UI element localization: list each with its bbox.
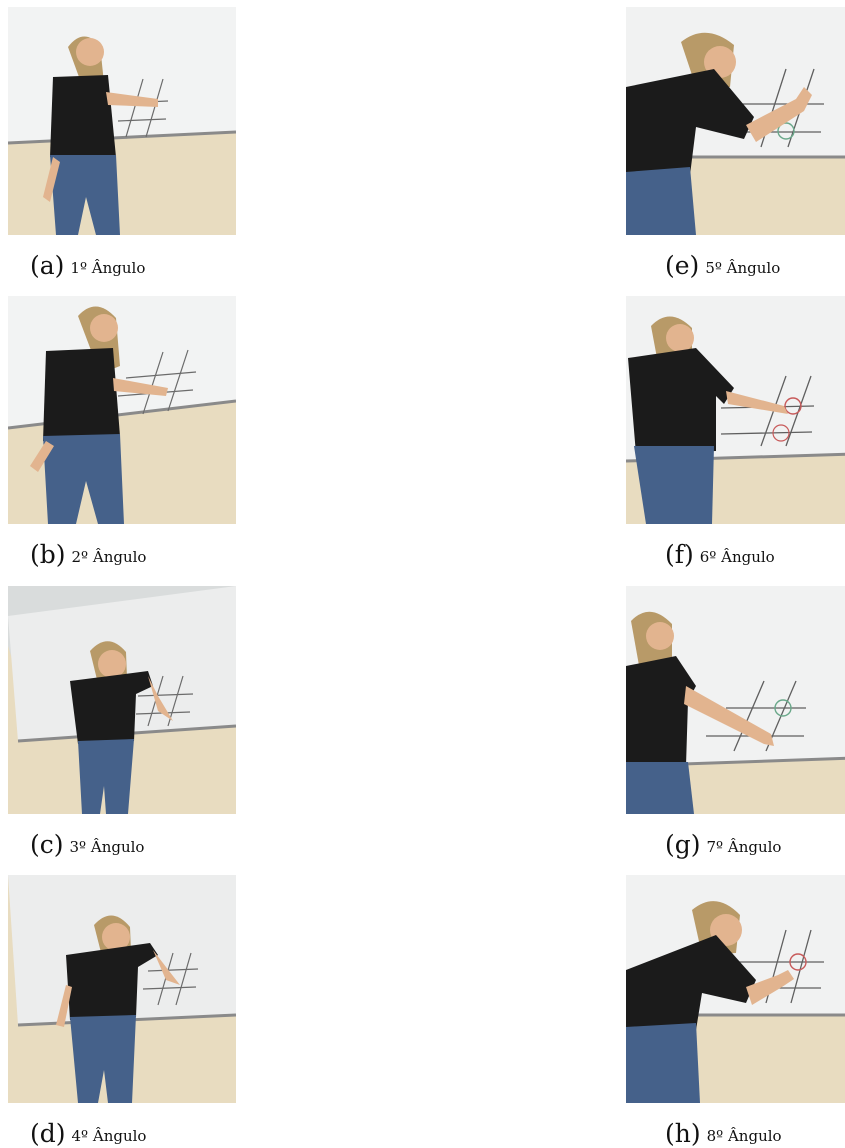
caption-label: 5º Ângulo [705,259,781,277]
figure-caption [30,1121,146,1146]
caption-letter: (c) [30,830,64,859]
photo-2nd-angle [8,296,236,524]
photo-7th-angle [626,586,845,814]
caption-letter: (d) [30,1119,66,1148]
caption-letter: (h) [665,1119,701,1148]
caption-label: 1º Ângulo [70,259,146,277]
photo-3rd-angle [8,586,236,814]
figure-caption [665,253,780,278]
caption-label: 8º Ângulo [706,1127,782,1145]
photo-4th-angle [8,875,236,1103]
caption-letter: (f) [665,540,694,569]
caption-label: 3º Ângulo [69,838,145,856]
photo-8th-angle [626,875,845,1103]
figure-caption [30,542,146,567]
caption-label: 2º Ângulo [71,548,147,566]
caption-letter: (a) [30,251,65,280]
figure-caption [665,832,781,857]
figure-caption [30,253,145,278]
caption-label: 7º Ângulo [706,838,782,856]
caption-letter: (b) [30,540,66,569]
figure-caption [30,832,144,857]
caption-label: 6º Ângulo [699,548,775,566]
figure-caption [665,542,775,567]
caption-letter: (g) [665,830,701,859]
caption-label: 4º Ângulo [71,1127,147,1145]
figure-caption [665,1121,782,1146]
photo-6th-angle [626,296,845,524]
caption-letter: (e) [665,251,700,280]
photo-1st-angle [8,7,236,235]
photo-5th-angle [626,7,845,235]
